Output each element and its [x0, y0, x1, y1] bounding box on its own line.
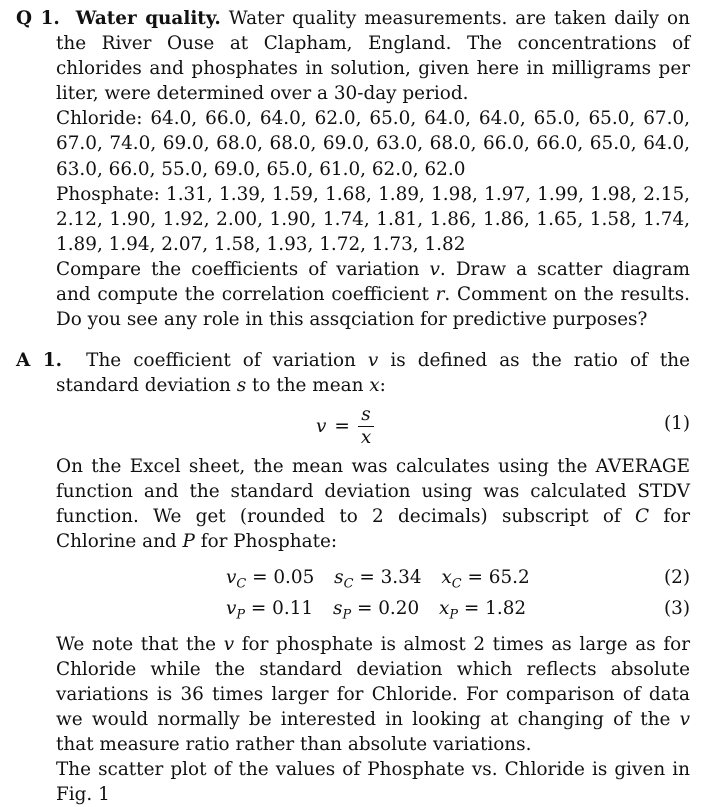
- equation-2: [16, 562, 690, 593]
- phosphate-data: Phosphate: 1.31, 1.39, 1.59, 1.68, 1.89, 1.98, 1.97, 1.99, 1.98, 2.15, 2.12, 1.90, 1.92, 2.00, 1.90, 1.74, 1.81, 1.86, 1.86, 1.65, 1.58, 1.74, 1.89, 1.94, 2.07, 1.58, 1.93, 1.72, 1.73, 1.82: [56, 183, 690, 255]
- question-title: Water quality.: [75, 8, 221, 29]
- question-intro-text: Water quality measurements. are taken daily on the River Ouse at Clapham, England. The concentrations of chlorides and phosphates in solution, given here in milligrams per liter, were determined over a 30-day period.: [56, 8, 690, 105]
- chloride-stats: $v_C = 0.05$ $s_C = 3.34$ $x_C = 65.2$: [226, 566, 530, 592]
- answer-intro: A 1. The coefficient of variation v is defined as the ratio of the standard deviation s to the mean x:: [16, 350, 690, 397]
- equation-3: [16, 593, 690, 624]
- equation-number-1: (1): [663, 413, 690, 435]
- answer-label: A 1.: [16, 350, 63, 371]
- answer-block: [16, 348, 690, 807]
- comparison-note: We note that the v for phosphate is almost 2 times as large as for Chloride while the standard deviation which reflects absolute variations is 36 times larger for Chloride. For comparison of data we would normally be interested in looking at changing of the v that measure ratio rather than absolute variations.: [56, 633, 690, 755]
- chloride-data: Chloride: 64.0, 66.0, 64.0, 62.0, 65.0, 64.0, 64.0, 65.0, 65.0, 67.0, 67.0, 74.0, 69.0, 68.0, 68.0, 69.0, 63.0, 68.0, 66.0, 66.0, 65.0, 64.0, 63.0, 66.0, 55.0, 69.0, 65.0, 61.0, 62.0, 62.0: [56, 108, 690, 180]
- equation-number-3: (3): [663, 597, 690, 619]
- phosphate-stats: $v_P = 0.11$ $s_P = 0.20$ $x_P = 1.82$: [226, 597, 527, 623]
- excel-paragraph: On the Excel sheet, the mean was calculates using the AVERAGE function and the standard deviation using was calculated STDV function. We get (rounded to 2 decimals) subscript of C for Chlorine and P for Phosphate:: [56, 456, 690, 553]
- fraction: $\frac{s}{x}$: [358, 404, 374, 449]
- equation-number-2: (2): [663, 566, 690, 588]
- scatter-reference: The scatter plot of the values of Phosphate vs. Chloride is given in Fig. 1: [56, 759, 690, 806]
- equation-1: [16, 398, 690, 454]
- question-label: Q 1.: [16, 8, 60, 29]
- cv-formula: v = $\frac{s}{x}$: [316, 398, 374, 454]
- question-task: Compare the coefficients of variation v. Draw a scatter diagram and compute the correlation coefficient r. Comment on the results. Do you see any role in this assqciation for predictive purposes?: [56, 258, 690, 331]
- question-block: [16, 6, 690, 332]
- question-intro: [16, 6, 690, 106]
